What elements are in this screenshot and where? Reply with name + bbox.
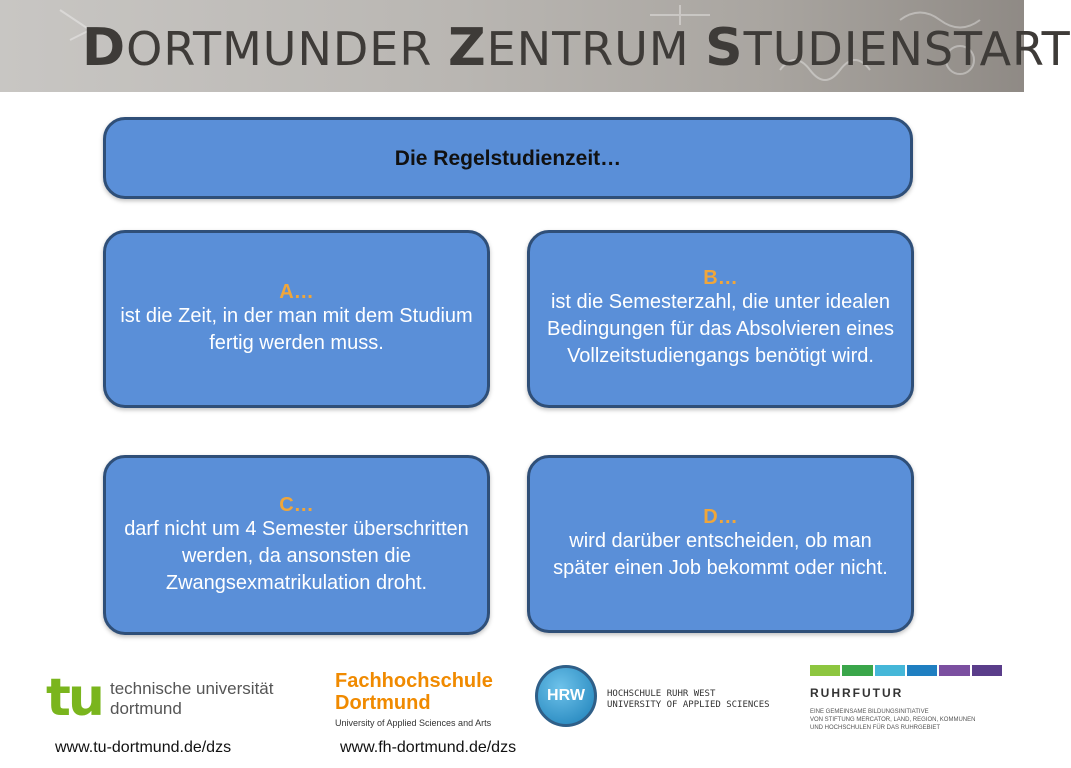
ruhrfutur-sub-line2: VON STIFTUNG MERCATOR, LAND, REGION, KOMMUNEN [810, 717, 976, 723]
answer-option-c[interactable] [103, 455, 490, 635]
fh-name-line2: Dortmund [335, 692, 431, 714]
title-word-3: TUDIENSTART [743, 22, 1071, 76]
option-c-text: darf nicht um 4 Semester überschritten werden, da ansonsten die Zwangsexmatrikulation droht. [124, 517, 469, 594]
answer-option-a[interactable] [103, 230, 490, 408]
fh-url: www.fh-dortmund.de/dzs [340, 739, 517, 756]
ruhrfutur-color-bars [810, 665, 1004, 676]
title-initial-2: Z [447, 18, 487, 78]
color-bar [939, 665, 969, 676]
answer-option-b[interactable] [527, 230, 914, 408]
option-b-text: ist die Semesterzahl, die unter idealen Bedingungen für das Absolvieren eines Vollzeitstudiengangs benötigt wird. [547, 290, 894, 367]
hrw-name [607, 689, 770, 711]
ruhrfutur-sub-line3: UND HOCHSCHULEN FÜR DAS RUHRGEBIET [810, 725, 941, 731]
hrw-logo [535, 665, 785, 731]
title-word-1: ORTMUNDER [126, 22, 448, 76]
tu-name [110, 679, 273, 719]
question-box [103, 117, 913, 199]
header-banner [0, 0, 1071, 92]
color-bar [842, 665, 872, 676]
tu-dortmund-logo [46, 668, 316, 728]
answer-option-d[interactable] [527, 455, 914, 633]
question-text: Die Regelstudienzeit… [394, 146, 622, 170]
ruhrfutur-logo [810, 665, 1010, 735]
title-initial-3: S [705, 18, 744, 78]
option-a-text: ist die Zeit, in der man mit dem Studium fertig werden muss. [120, 305, 473, 354]
hrw-name-line1: HOCHSCHULE RUHR WEST [607, 689, 716, 699]
ruhrfutur-sub-line1: EINE GEMEINSAME BILDUNGSINITIATIVE [810, 709, 929, 715]
tu-name-line2: dortmund [110, 699, 182, 718]
hrw-badge [535, 665, 597, 727]
option-d-text: wird darüber entscheiden, ob man später einen Job bekommt oder nicht. [553, 530, 888, 579]
option-d-letter: D… [703, 506, 738, 528]
page-title [82, 18, 1071, 78]
hrw-mark: HRW [547, 687, 585, 704]
fh-name-line1: Fachhochschule [335, 670, 493, 692]
option-c-letter: C… [279, 493, 314, 516]
color-bar [810, 665, 840, 676]
fh-subtitle: University of Applied Sciences and Arts [335, 718, 492, 728]
option-b-letter: B… [703, 266, 738, 289]
option-a-letter: A… [279, 281, 314, 303]
color-bar [972, 665, 1002, 676]
title-initial-1: D [82, 18, 127, 78]
ruhrfutur-subtitle [810, 708, 1010, 732]
tu-url: www.tu-dortmund.de/dzs [55, 739, 232, 756]
color-bar [907, 665, 937, 676]
color-bar [875, 665, 905, 676]
tu-name-line1: technische universität [110, 679, 274, 698]
fh-dortmund-logo [335, 670, 535, 730]
hrw-name-line2: UNIVERSITY OF APPLIED SCIENCES [607, 700, 770, 710]
tu-mark: tu [46, 668, 102, 728]
title-word-2: ENTRUM [486, 22, 706, 76]
ruhrfutur-name: RUHRFUTUR [810, 686, 904, 700]
